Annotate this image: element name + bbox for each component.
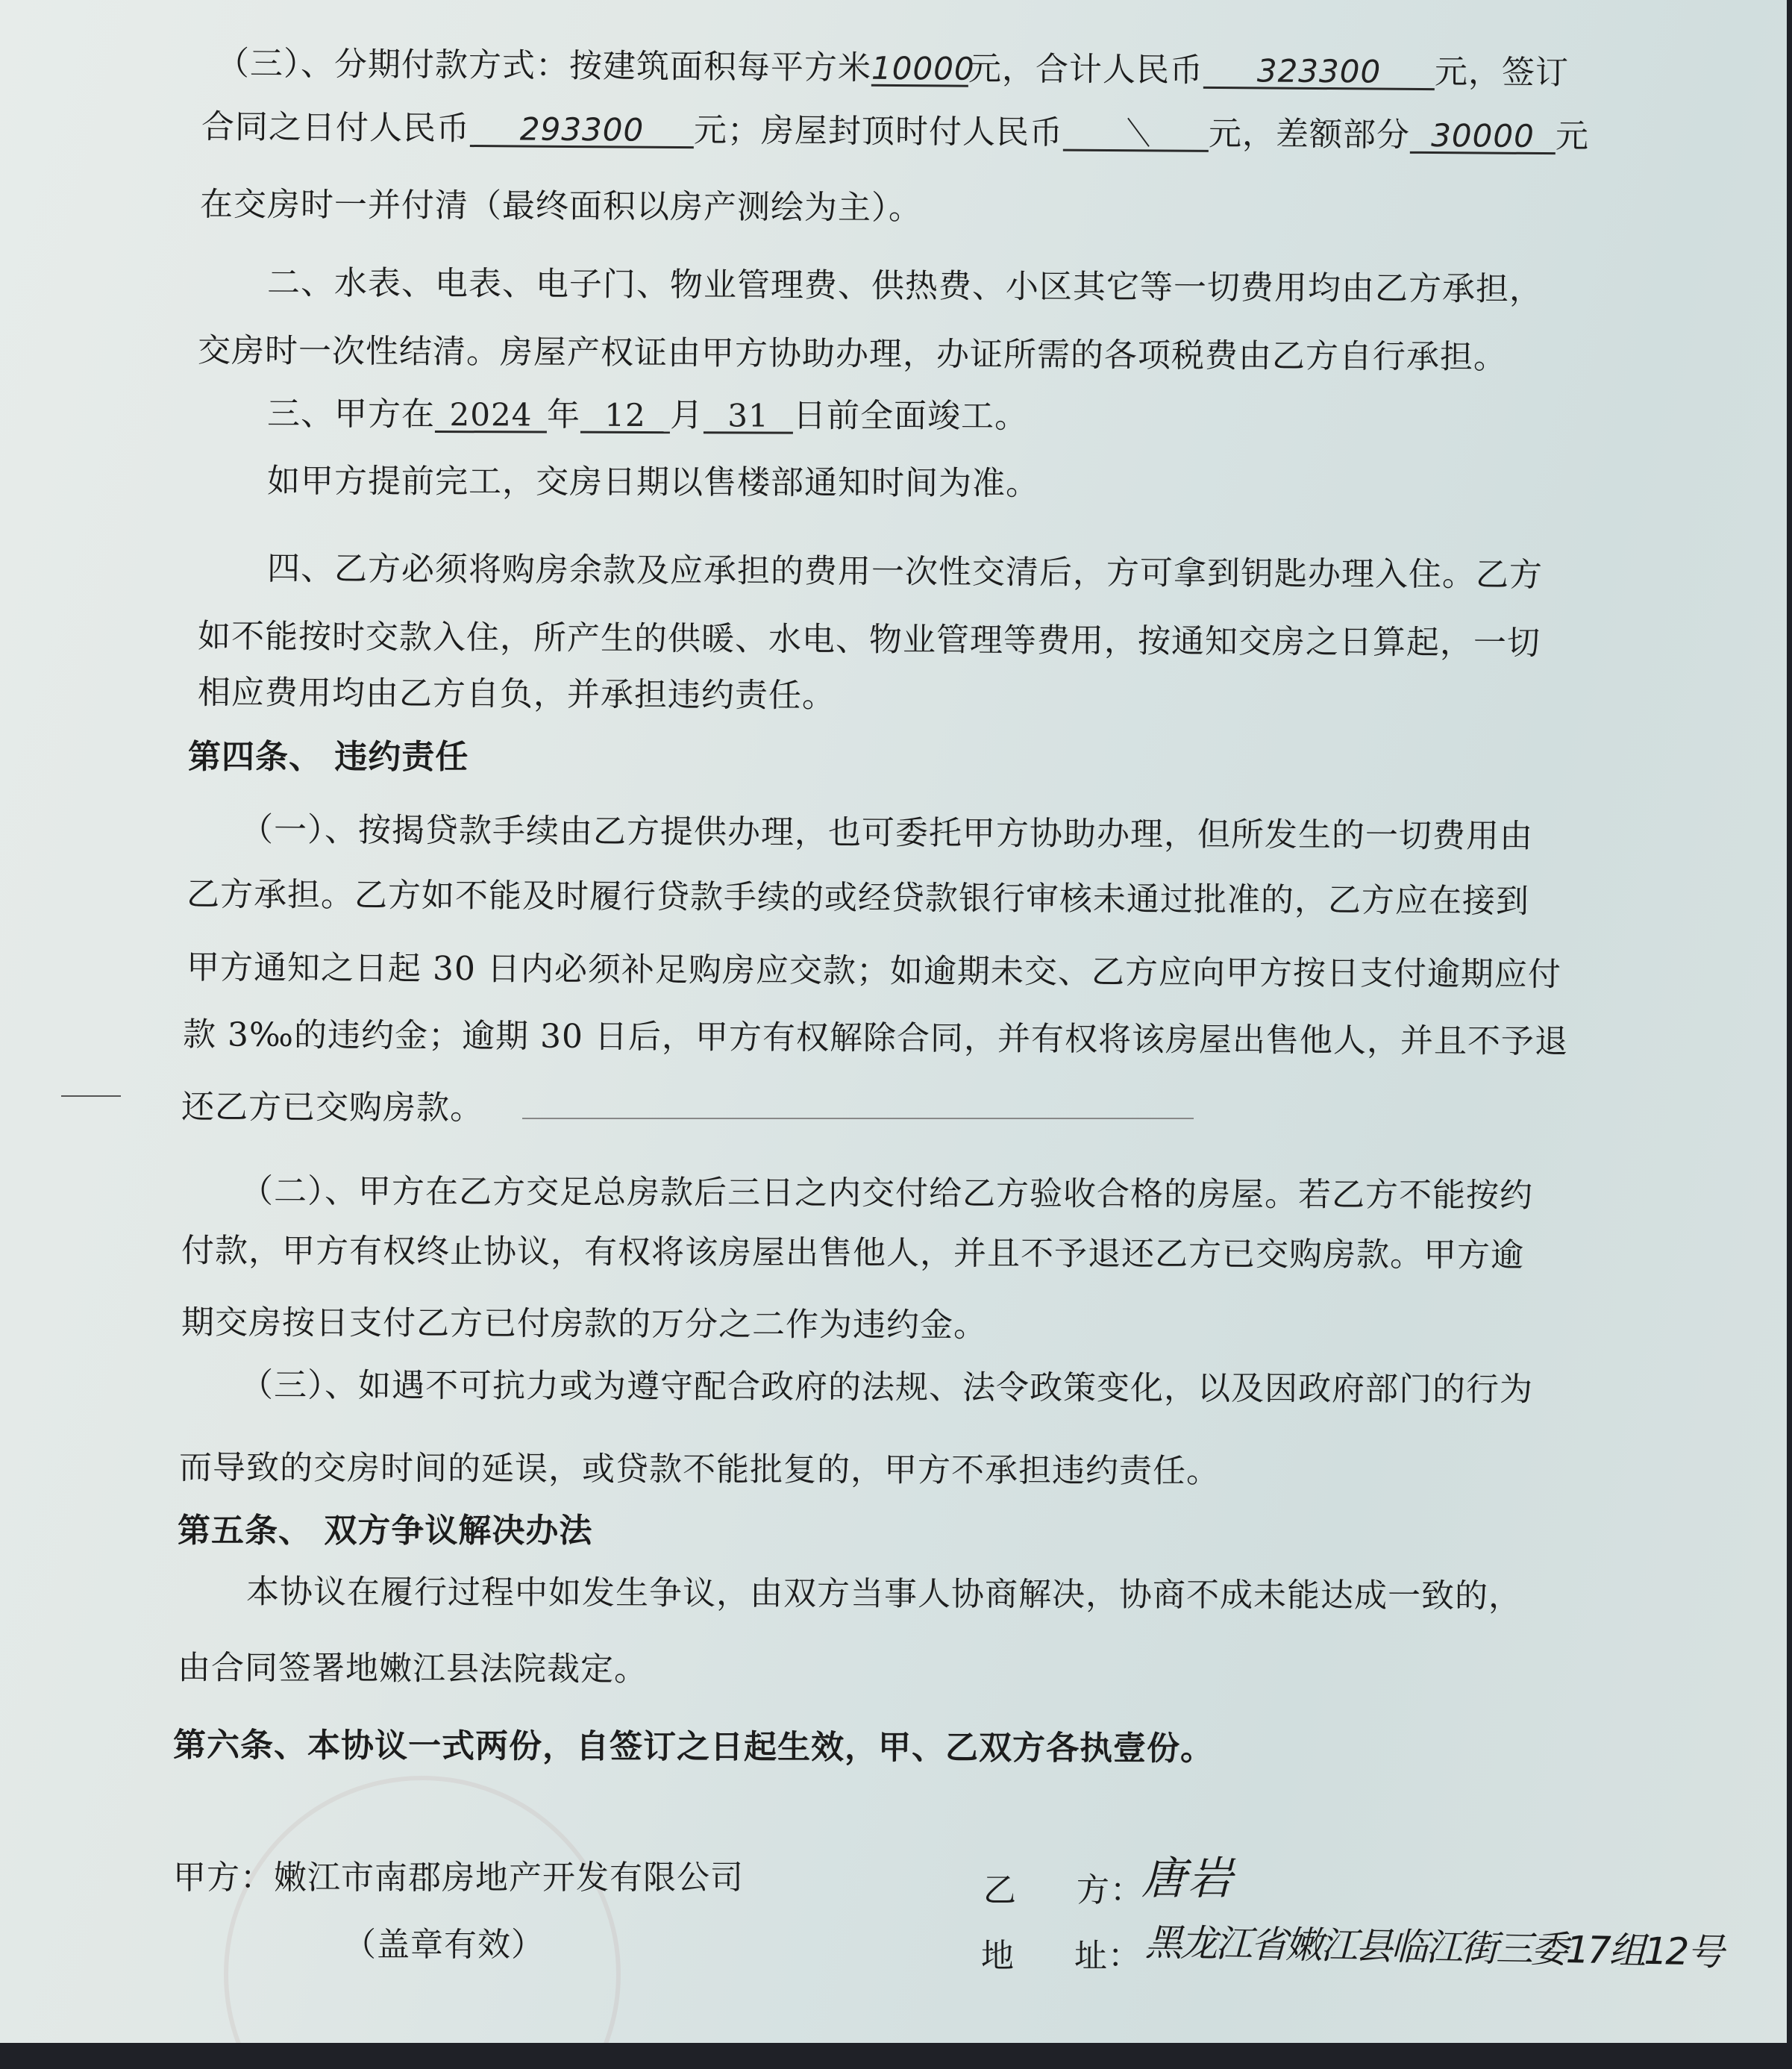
signing-payment-field: 293300 xyxy=(470,113,694,148)
party-b-label-1: 乙 xyxy=(983,1871,1017,1909)
seal-note: （盖章有效） xyxy=(343,1926,545,1964)
article4-p2-line-3: 期交房按日支付乙方已付房款的万分之二作为违约金。 xyxy=(181,1303,988,1345)
article5-heading: 第五条、 双方争议解决办法 xyxy=(178,1512,593,1550)
article4-p3-line-1: （三）、如遇不可抗力或为遵守配合政府的法规、法令政策变化，以及因政府部门的行为 xyxy=(239,1365,1534,1409)
item2-line-1: 二、水表、电表、电子门、物业管理费、供热费、小区其它等一切费用均由乙方承担， xyxy=(266,263,1544,309)
article4-p1-line-4: 款 3‰的违约金；逾期 30 日后，甲方有权解除合同，并有权将该房屋出售他人，并且不予退 xyxy=(182,1015,1569,1061)
item3-line-2: 如甲方提前完工，交房日期以售楼部通知时间为准。 xyxy=(266,462,1040,503)
item4-line-3: 相应费用均由乙方自负，并承担违约责任。 xyxy=(197,673,836,716)
article4-p1-line-3: 甲方通知之日起 30 日内必须补足购房应交款；如逾期未交、乙方应向甲方按日支付逾期应付 xyxy=(186,948,1562,994)
day-field: 31 xyxy=(704,400,793,433)
party-a-name: 嫩江市南郡房地产开发有限公司 xyxy=(274,1859,744,1897)
party-b-signature: 唐岩 xyxy=(1141,1853,1234,1905)
installment-line-2: 合同之日付人民币 293300 元；房屋封顶时付人民币 ＼ 元，差额部分 30000 元 xyxy=(201,107,1590,156)
article5-line-1: 本协议在履行过程中如发生争议，由双方当事人协商解决，协商不成未能达成一致的， xyxy=(245,1573,1523,1615)
completion-date-line: 三、甲方在 2024 年 12 月 31 日前全面竣工。 xyxy=(266,395,1029,436)
article4-p2-line-1: （二）、甲方在乙方交足总房款后三日之内交付给乙方验收合格的房屋。若乙方不能按约 xyxy=(239,1171,1534,1215)
balance-field: 30000 xyxy=(1410,120,1556,154)
capping-payment-field: ＼ xyxy=(1063,118,1209,152)
article4-p3-line-2: 而导致的交房时间的延误，或贷款不能批复的，甲方不承担违约责任。 xyxy=(178,1448,1221,1491)
item2-line-2: 交房时一次性结清。房屋产权证由甲方协助办理，办证所需的各项税费由乙方自行承担。 xyxy=(197,331,1508,377)
address-handwritten: 黑龙江省嫩江县临江街三委17组12号 xyxy=(1144,1921,1723,1974)
address-label-1: 地 xyxy=(981,1937,1015,1975)
party-a-line xyxy=(173,1859,744,1897)
party-b-line xyxy=(983,1871,1144,1909)
scan-mark xyxy=(61,1095,121,1097)
address-label-2: 址： xyxy=(1074,1937,1141,1975)
faint-seal-mark xyxy=(224,1776,621,2043)
item4-line-1: 四、乙方必须将购房余款及应承担的费用一次性交清后，方可拿到钥匙办理入住。乙方 xyxy=(266,549,1544,595)
article4-p2-line-2: 付款，甲方有权终止协议，有权将该房屋出售他人，并且不予退还乙方已交购房款。甲方逾 xyxy=(181,1231,1525,1275)
article4-p1-line-2: 乙方承担。乙方如不能及时履行贷款手续的或经贷款银行审核未通过批准的，乙方应在接到 xyxy=(186,875,1530,921)
party-b-label-2: 方： xyxy=(1077,1871,1144,1909)
article6-text: 第六条、本协议一式两份，自签订之日起生效，甲、乙双方各执壹份。 xyxy=(172,1726,1215,1768)
item4-line-2: 如不能按时交款入住，所产生的供暖、水电、物业管理等费用，按通知交房之日算起，一切 xyxy=(197,617,1541,663)
article4-p1-line-1: （一）、按揭贷款手续由乙方提供办理，也可委托甲方协助办理，但所发生的一切费用由 xyxy=(239,810,1534,856)
unit-price-field: 10000 xyxy=(871,49,975,87)
scan-mark xyxy=(522,1118,1194,1119)
year-field: 2024 xyxy=(435,399,547,433)
article4-p1-line-5: 还乙方已交购房款。 xyxy=(181,1088,484,1127)
party-a-label: 甲方： xyxy=(173,1859,274,1897)
total-price-field: 323300 xyxy=(1203,55,1435,90)
installment-line-3: 在交房时一并付清（最终面积以房产测绘为主）。 xyxy=(199,185,923,228)
article5-line-2: 由合同签署地嫩江县法院裁定。 xyxy=(177,1648,648,1689)
article4-heading: 第四条、 违约责任 xyxy=(188,738,469,776)
installment-line-1: （三）、分期付款方式：按建筑面积每平方米10000元，合计人民币 323300 元，签订 xyxy=(216,44,1570,93)
month-field: 12 xyxy=(580,400,670,433)
address-line xyxy=(981,1937,1141,1975)
